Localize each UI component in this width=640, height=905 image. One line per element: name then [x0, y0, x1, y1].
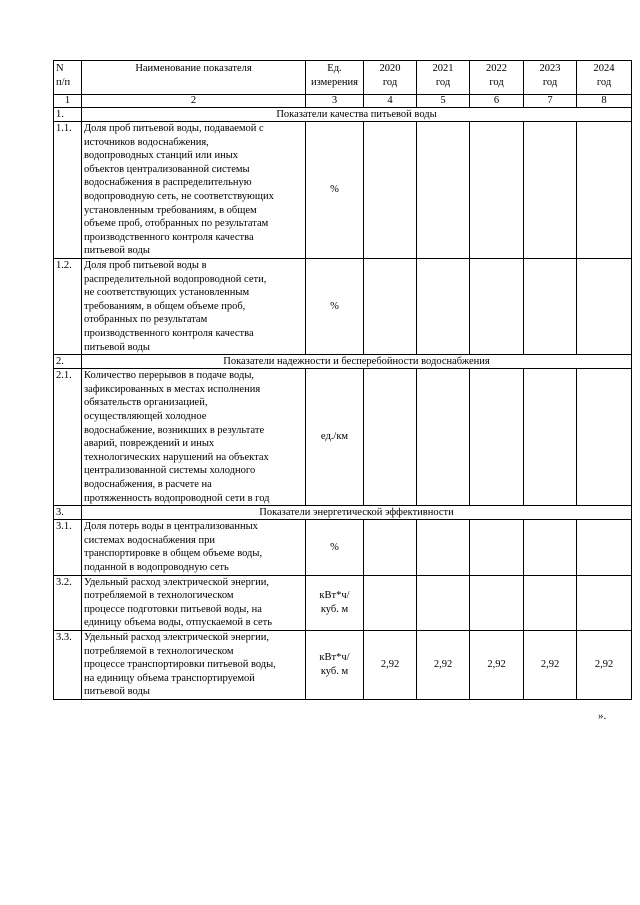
section-title: Показатели качества питьевой воды	[82, 108, 632, 122]
row-number: 1.1.	[54, 122, 82, 259]
value-cell	[524, 259, 577, 355]
unit-cell: кВт*ч/ куб. м	[306, 630, 364, 699]
value-cell	[364, 259, 417, 355]
value-cell	[524, 575, 577, 630]
section-number: 1.	[54, 108, 82, 122]
indicator-name: Доля проб питьевой воды, подаваемой с источников водоснабжения, водопроводных станций или иных объектов централизованной системы водоснабжения в распределительную водопроводную сеть, не соответствующих установленным требованиям, в общем объеме проб, отобранных по результатам производственного контроля качества питьевой воды	[82, 122, 306, 259]
value-cell	[417, 575, 470, 630]
header-year-2020: 2020 год	[364, 61, 417, 95]
row-number: 3.3.	[54, 630, 82, 699]
column-number: 7	[524, 95, 577, 108]
column-number-row	[54, 95, 632, 108]
section-number: 2.	[54, 355, 82, 369]
value-cell	[524, 520, 577, 575]
value-cell	[577, 259, 632, 355]
value-cell	[577, 369, 632, 506]
value-cell	[470, 369, 524, 506]
header-year-2021: 2021 год	[417, 61, 470, 95]
value-cell: 2,92	[524, 630, 577, 699]
value-cell	[577, 520, 632, 575]
unit-cell: %	[306, 520, 364, 575]
column-number: 4	[364, 95, 417, 108]
unit-cell: %	[306, 122, 364, 259]
value-cell	[577, 122, 632, 259]
indicator-name: Доля проб питьевой воды в распределительной водопроводной сети, не соответствующих установленным требованиям, в общем объеме проб, отобранных по результатам производственного контроля качества питьевой воды	[82, 259, 306, 355]
table-row	[54, 369, 632, 506]
section-row	[54, 506, 632, 520]
section-row	[54, 108, 632, 122]
value-cell	[470, 259, 524, 355]
value-cell: 2,92	[364, 630, 417, 699]
section-row	[54, 355, 632, 369]
row-number: 1.2.	[54, 259, 82, 355]
table-row	[54, 520, 632, 575]
column-number: 1	[54, 95, 82, 108]
table-row	[54, 122, 632, 259]
value-cell	[417, 520, 470, 575]
header-year-2022: 2022 год	[470, 61, 524, 95]
closing-quote-mark: ».	[598, 710, 607, 722]
value-cell: 2,92	[470, 630, 524, 699]
unit-cell: %	[306, 259, 364, 355]
value-cell: 2,92	[417, 630, 470, 699]
column-number: 5	[417, 95, 470, 108]
header-year-2023: 2023 год	[524, 61, 577, 95]
column-number: 8	[577, 95, 632, 108]
indicator-name: Количество перерывов в подаче воды, зафиксированных в местах исполнения обязательств организацией, осуществляющей холодное водоснабжение, возникших в результате аварий, повреждений и иных технологических нарушений на объектах централизованной системы холодного водоснабжения, в расчете на протяженность водопроводной сети в год	[82, 369, 306, 506]
value-cell	[577, 575, 632, 630]
indicators-table	[53, 60, 632, 700]
value-cell	[417, 122, 470, 259]
value-cell	[364, 520, 417, 575]
value-cell	[417, 259, 470, 355]
value-cell	[524, 122, 577, 259]
value-cell	[524, 369, 577, 506]
header-name: Наименование показателя	[82, 61, 306, 95]
row-number: 3.2.	[54, 575, 82, 630]
indicator-name: Удельный расход электрической энергии, потребляемой в технологическом процессе подготовки питьевой воды, на единицу объема воды, отпускаемой в сеть	[82, 575, 306, 630]
value-cell: 2,92	[577, 630, 632, 699]
unit-cell: ед./км	[306, 369, 364, 506]
column-number: 2	[82, 95, 306, 108]
header-row	[54, 61, 632, 95]
value-cell	[364, 122, 417, 259]
column-number: 3	[306, 95, 364, 108]
table-row	[54, 630, 632, 699]
section-title: Показатели надежности и бесперебойности водоснабжения	[82, 355, 632, 369]
value-cell	[364, 369, 417, 506]
row-number: 2.1.	[54, 369, 82, 506]
value-cell	[470, 520, 524, 575]
indicator-name: Удельный расход электрической энергии, потребляемой в технологическом процессе транспортировки питьевой воды, на единицу объема транспортируемой питьевой воды	[82, 630, 306, 699]
value-cell	[470, 122, 524, 259]
value-cell	[470, 575, 524, 630]
indicator-name: Доля потерь воды в централизованных системах водоснабжения при транспортировке в общем объеме воды, поданной в водопроводную сеть	[82, 520, 306, 575]
section-number: 3.	[54, 506, 82, 520]
table-row	[54, 259, 632, 355]
header-unit: Ед. измерения	[306, 61, 364, 95]
row-number: 3.1.	[54, 520, 82, 575]
header-year-2024: 2024 год	[577, 61, 632, 95]
header-no: N п/п	[54, 61, 82, 95]
table-row	[54, 575, 632, 630]
section-title: Показатели энергетической эффективности	[82, 506, 632, 520]
unit-cell: кВт*ч/ куб. м	[306, 575, 364, 630]
column-number: 6	[470, 95, 524, 108]
value-cell	[417, 369, 470, 506]
value-cell	[364, 575, 417, 630]
